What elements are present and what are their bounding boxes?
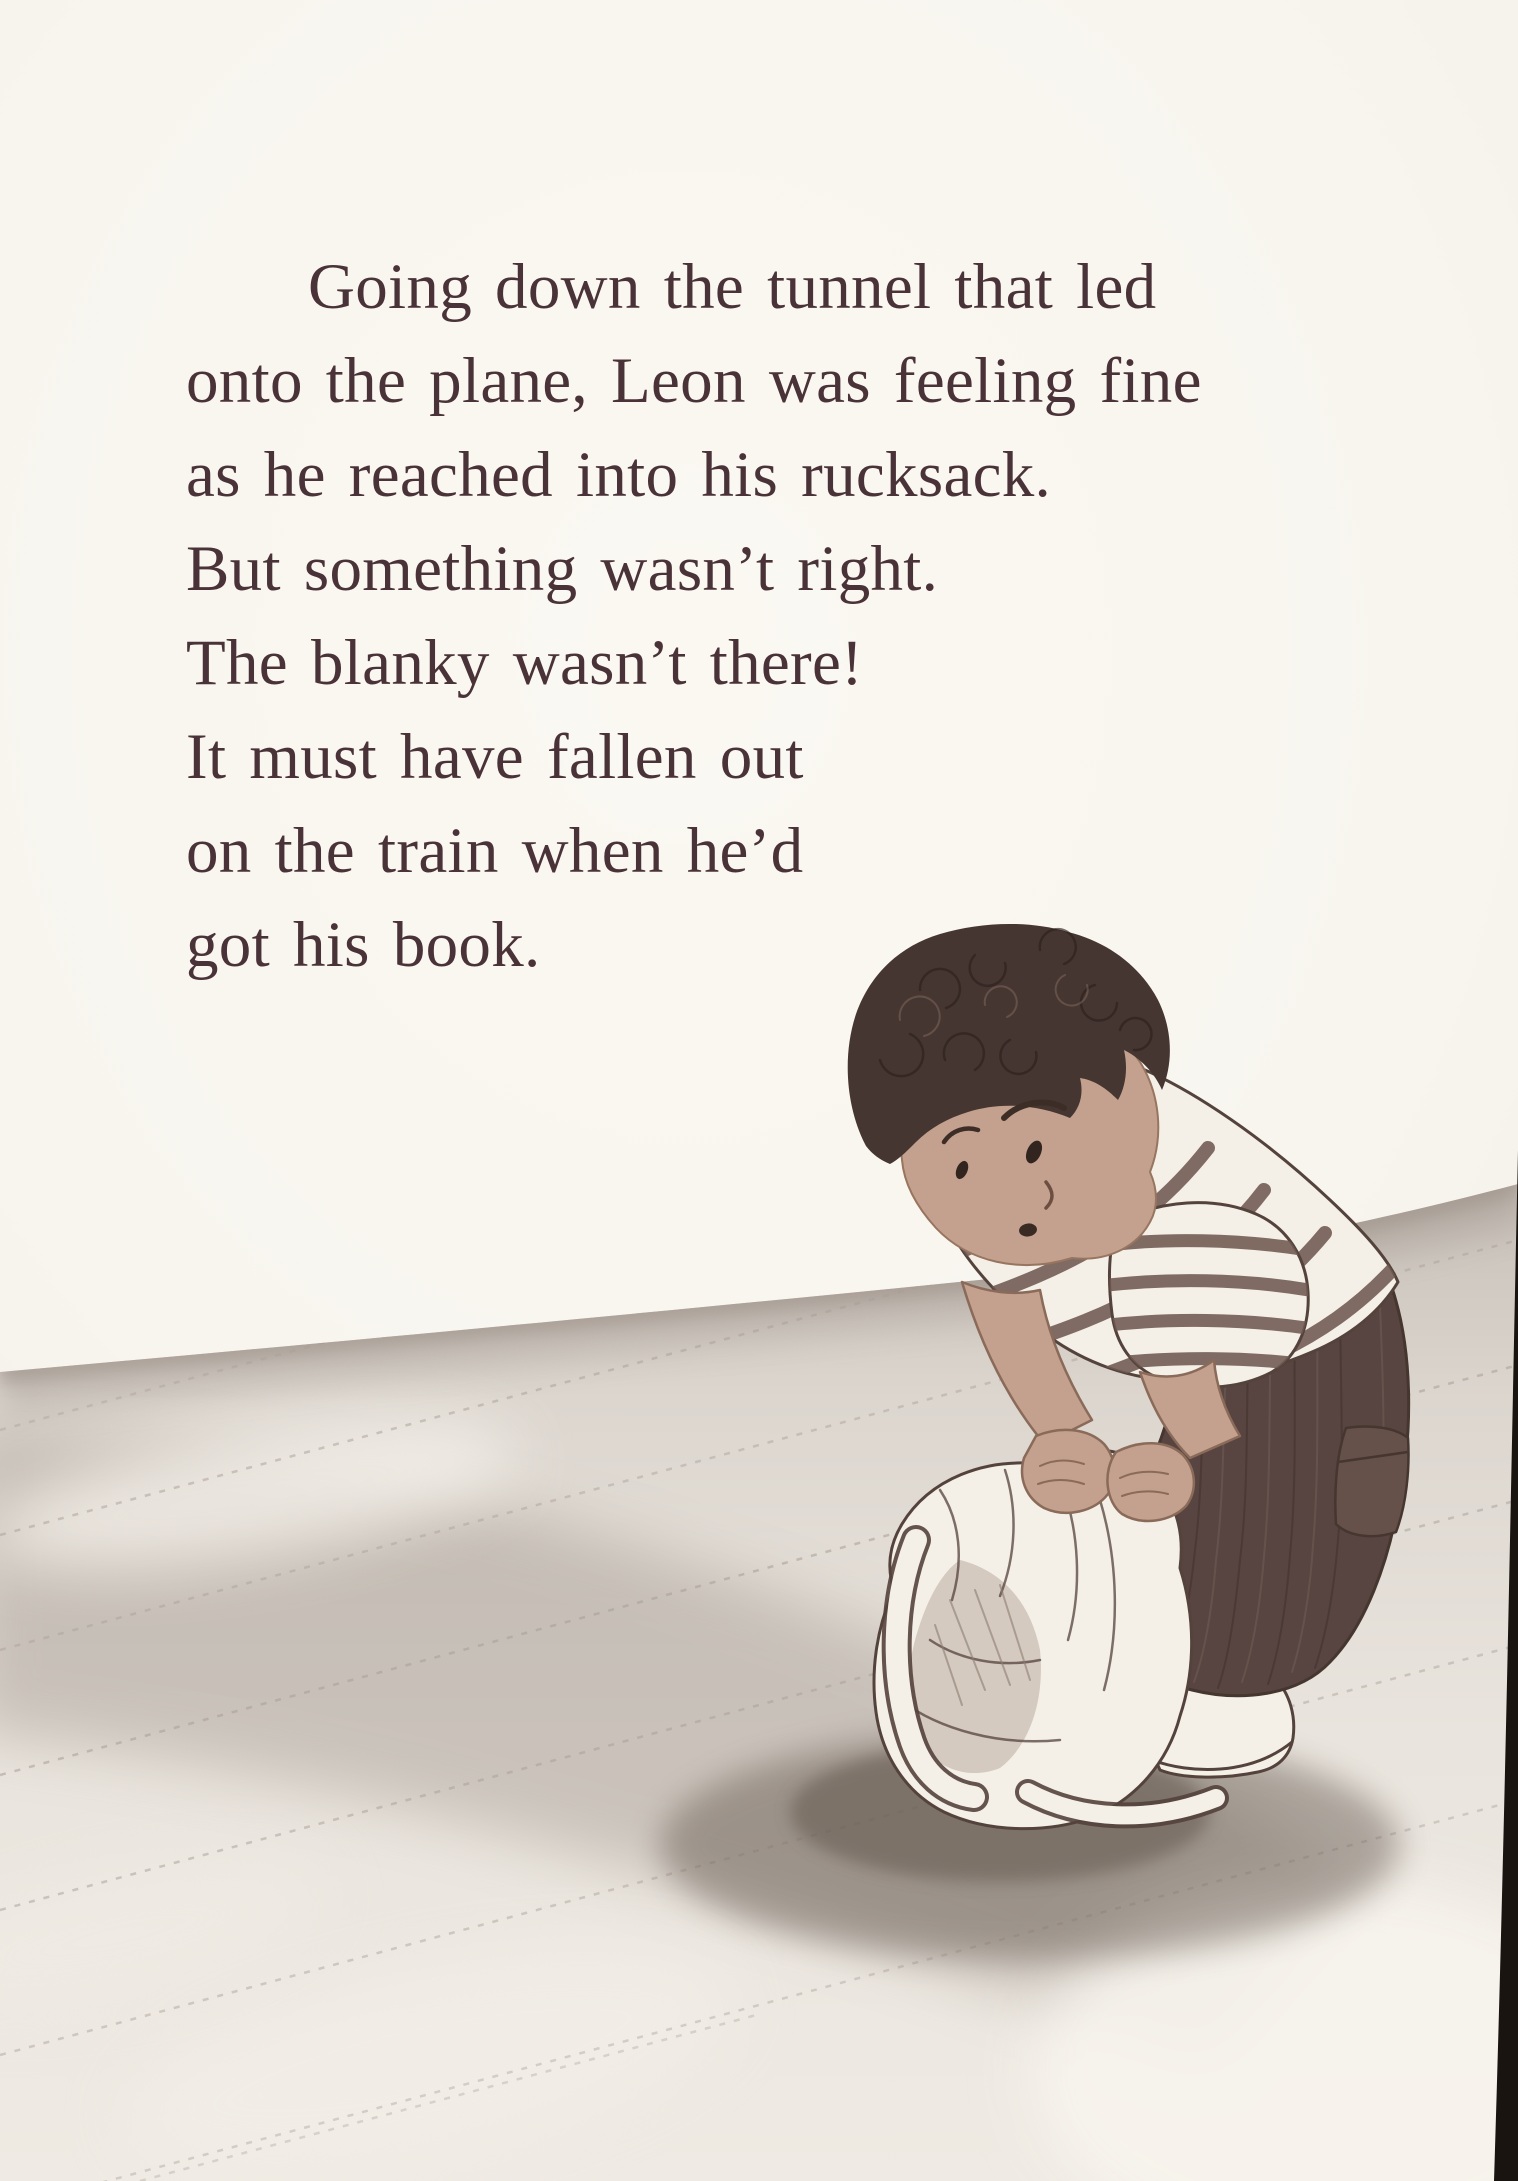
story-line: as he reached into his rucksack. bbox=[186, 439, 1052, 511]
story-line: But something wasn’t right. bbox=[186, 533, 939, 605]
story-line: on the train when he’d bbox=[186, 815, 804, 887]
story-line: Going down the tunnel that led bbox=[308, 251, 1157, 323]
story-line: The blanky wasn’t there! bbox=[186, 627, 864, 699]
story-line: It must have fallen out bbox=[186, 721, 804, 793]
story-line: got his book. bbox=[186, 909, 541, 981]
story-text bbox=[186, 240, 1336, 992]
cargo-pocket bbox=[1335, 1426, 1408, 1536]
story-line: onto the plane, Leon was feeling fine bbox=[186, 345, 1202, 417]
